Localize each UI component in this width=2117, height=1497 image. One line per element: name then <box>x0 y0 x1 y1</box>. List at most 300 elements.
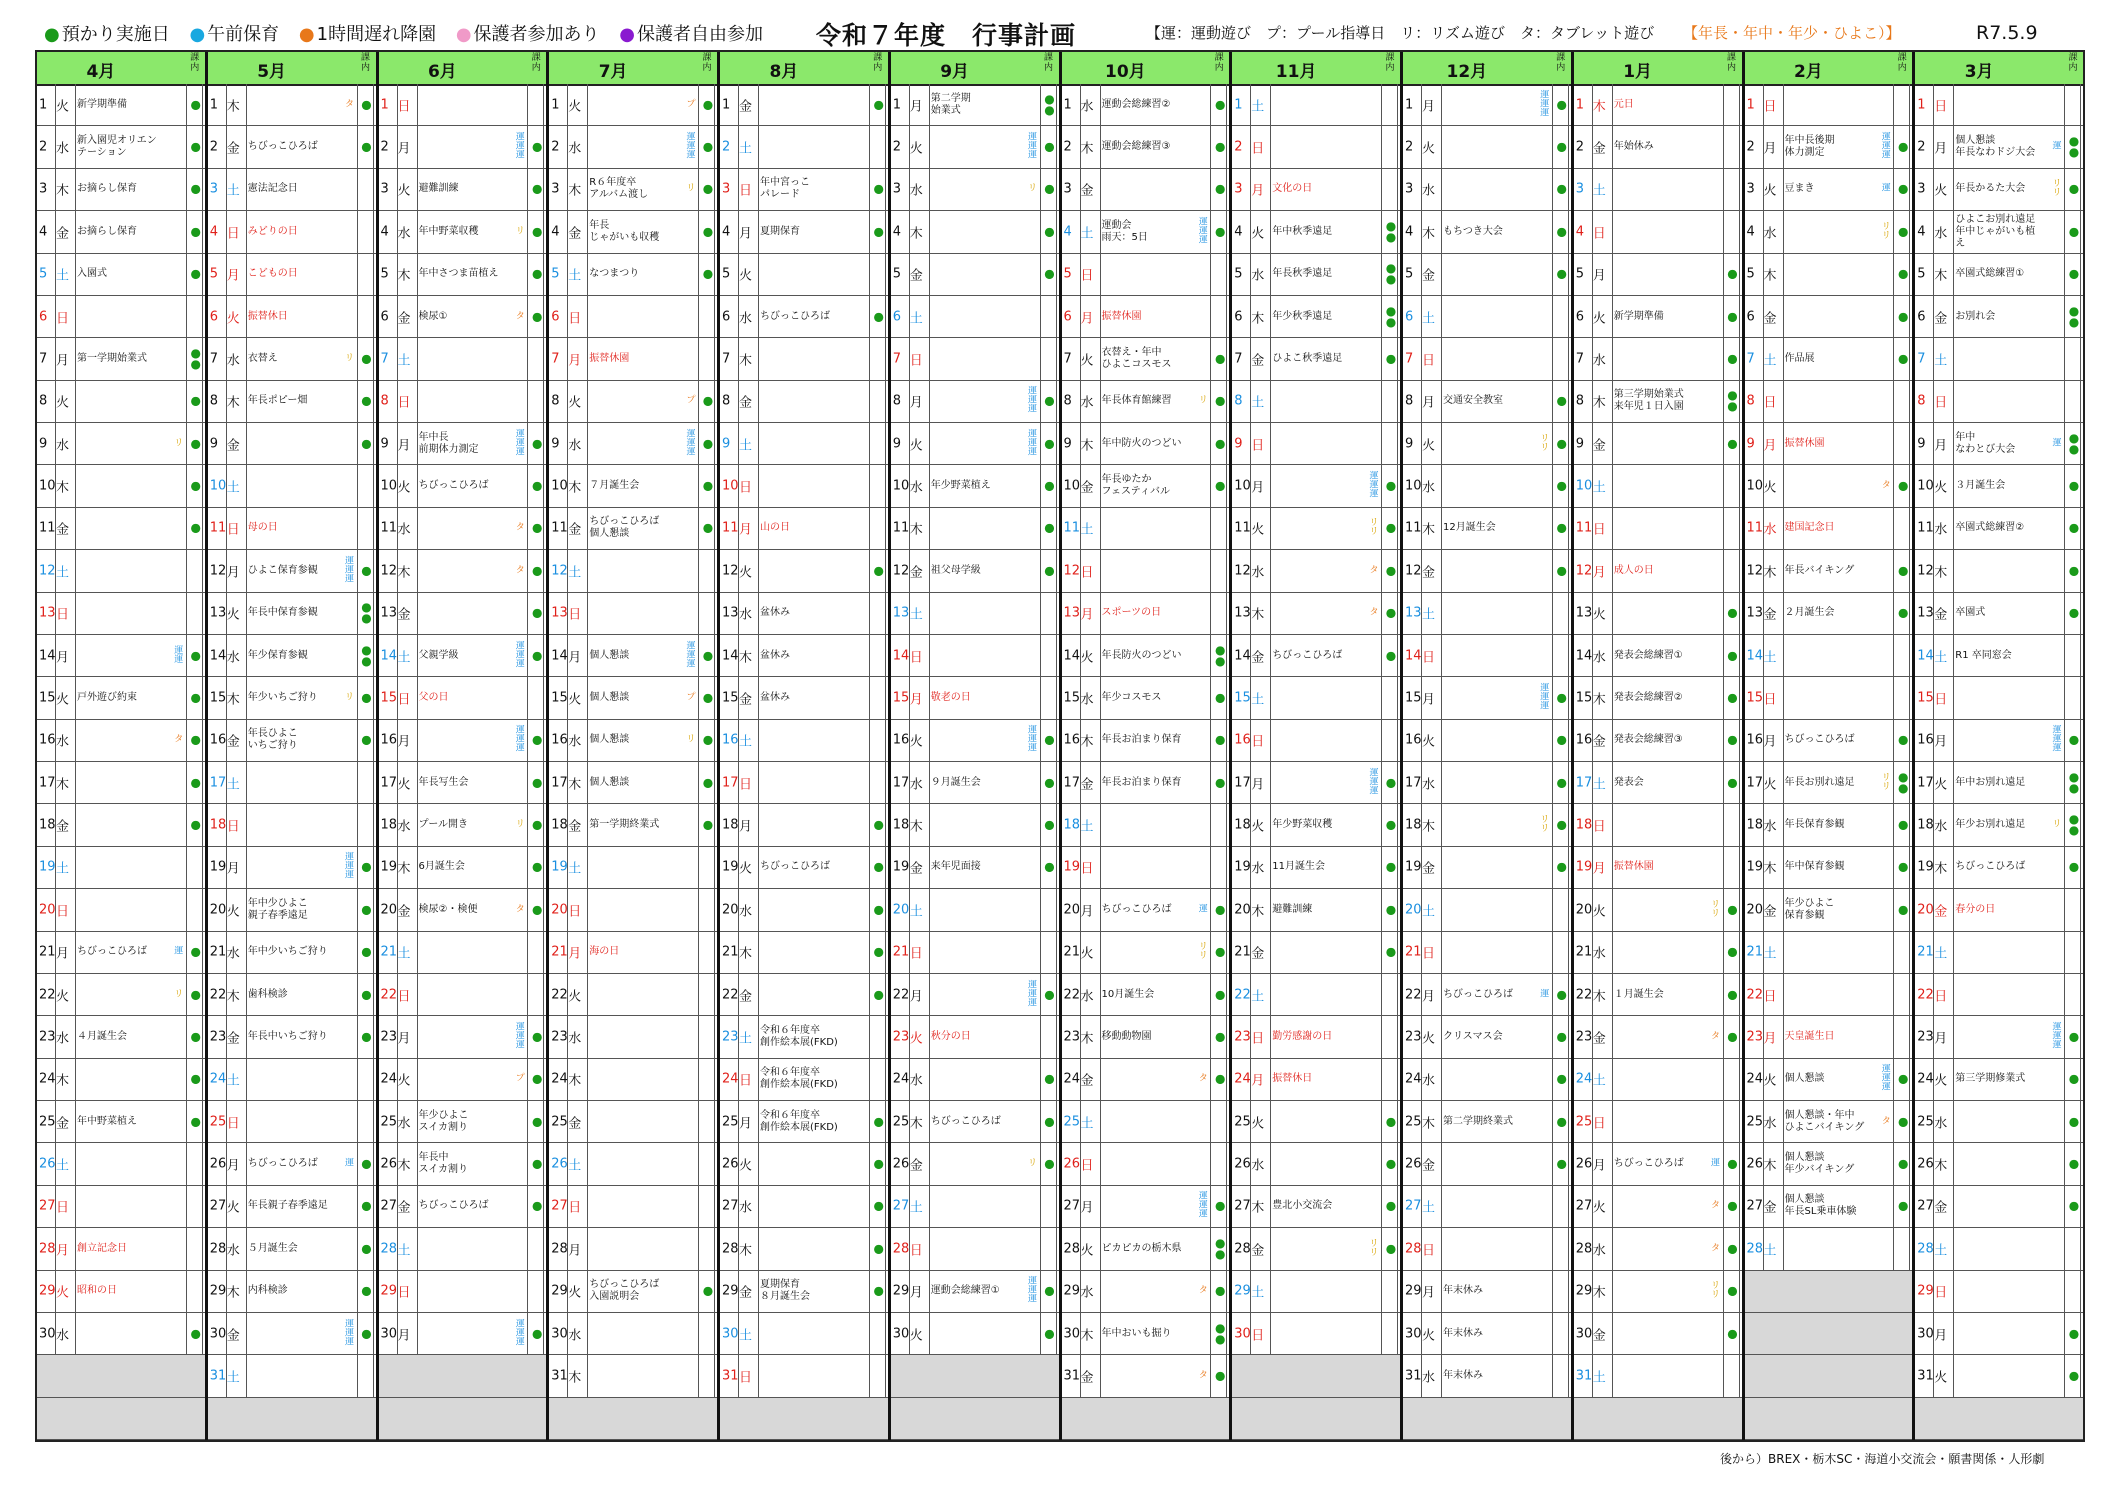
event-text: ちびっこひろば 個人懇談 <box>589 516 660 540</box>
activity-mark: 運 運 運 <box>344 852 354 881</box>
weekday: 土 <box>909 311 923 327</box>
weekday: 木 <box>739 1243 753 1259</box>
status-dot-icon: ● <box>532 605 543 620</box>
weekday: 月 <box>1592 861 1606 877</box>
event-text: ちびっこひろば <box>760 310 830 322</box>
day-row <box>1403 804 1571 846</box>
activity-mark: リ リ <box>1540 433 1550 453</box>
day-row <box>1403 1143 1571 1185</box>
day-number: 21 <box>722 944 739 960</box>
event-text: 年少秋季遠足 <box>1272 310 1333 322</box>
activity-mark: タ <box>1710 1243 1720 1254</box>
day-row <box>1915 974 2083 1016</box>
weekday: 土 <box>1934 353 1948 369</box>
sub-label: 課 内 <box>1897 53 1907 73</box>
day-row <box>379 635 547 677</box>
day-row <box>549 1101 717 1143</box>
day-number: 23 <box>892 1029 910 1045</box>
day-number: 16 <box>722 732 739 748</box>
empty-row <box>208 1398 376 1440</box>
month-header <box>1574 52 1742 86</box>
day-number: 20 <box>722 902 739 918</box>
day-number: 20 <box>1234 902 1251 918</box>
status-dot-icon: ● <box>1385 902 1397 917</box>
status-dot-icon: ● <box>1556 266 1567 281</box>
status-dot-icon: ● <box>873 309 884 324</box>
weekday: 金 <box>739 989 753 1005</box>
weekday: 木 <box>226 692 240 708</box>
weekday: 火 <box>226 1200 240 1216</box>
day-number: 2 <box>380 139 389 155</box>
weekday: 火 <box>226 311 240 327</box>
status-dot-icon: ● <box>1727 436 1738 451</box>
event-text: こどもの日 <box>247 268 298 280</box>
day-row <box>1745 211 1913 253</box>
day-row <box>1232 847 1400 889</box>
event-text: 12月誕生会 <box>1443 522 1496 534</box>
status-dot-icon: ● <box>1556 817 1567 832</box>
weekday: 月 <box>909 395 923 411</box>
day-number: 8 <box>1746 393 1755 409</box>
day-number: 10 <box>209 478 227 494</box>
day-row <box>37 593 205 635</box>
day-number: 22 <box>1063 987 1081 1003</box>
weekday: 日 <box>1763 692 1777 708</box>
status-dot-icon: ● <box>1385 859 1397 874</box>
day-number: 9 <box>722 436 731 452</box>
day-row <box>208 1228 376 1270</box>
day-number: 25 <box>1405 1114 1422 1130</box>
day-row <box>1915 1016 2083 1058</box>
day-number: 22 <box>380 987 398 1003</box>
day-row <box>379 974 547 1016</box>
activity-mark: 運 <box>344 1158 354 1169</box>
weekday: 土 <box>1251 989 1265 1005</box>
activity-mark: タ <box>515 904 525 915</box>
status-dot-icon: ● <box>1727 1198 1738 1213</box>
event-text: 個人懇談 <box>589 734 630 746</box>
weekday: 日 <box>1251 1328 1265 1344</box>
weekday: 金 <box>397 311 411 327</box>
event-text: 卒園式 <box>1955 607 1986 619</box>
day-row <box>37 677 205 719</box>
status-dot-icon: ● <box>190 393 201 408</box>
day-number: 28 <box>1917 1241 1934 1257</box>
day-number: 24 <box>380 1071 398 1087</box>
activity-mark: リ <box>344 692 354 703</box>
day-row <box>720 1186 888 1228</box>
day-row <box>1403 211 1571 253</box>
day-row <box>891 1271 1059 1313</box>
event-text: 年長ゆたか フェスティバル <box>1101 474 1170 498</box>
weekday: 火 <box>56 989 70 1005</box>
day-row <box>720 1228 888 1270</box>
activity-mark: リ <box>174 989 184 1000</box>
weekday: 水 <box>568 1031 582 1047</box>
day-number: 20 <box>39 902 56 918</box>
day-row <box>1745 254 1913 296</box>
month-name: 12月 <box>1446 62 1488 82</box>
status-dot-icon: ● <box>1385 648 1397 663</box>
day-row <box>1574 720 1742 762</box>
event-text: ちびっこひろば <box>760 861 830 873</box>
month-column <box>1062 52 1233 1440</box>
status-dot-icon: ● <box>702 478 714 493</box>
day-number: 13 <box>39 605 56 621</box>
weekday: 火 <box>56 692 70 708</box>
weekday: 木 <box>568 183 582 199</box>
status-dot-icon: ● <box>1556 1114 1567 1129</box>
status-dot-icon: ● <box>190 1326 201 1341</box>
day-number: 9 <box>1405 436 1414 452</box>
day-row <box>37 338 205 380</box>
day-number: 24 <box>892 1071 910 1087</box>
day-number: 14 <box>39 648 56 664</box>
day-number: 19 <box>1234 859 1251 875</box>
day-row <box>1574 677 1742 719</box>
day-number: 12 <box>892 563 910 579</box>
sub-label: 課 内 <box>360 53 370 73</box>
status-dot-icon: ● <box>2068 1198 2080 1213</box>
day-row <box>208 1355 376 1397</box>
day-row <box>208 84 376 126</box>
event-text: 秋分の日 <box>930 1030 971 1042</box>
day-row <box>1915 1059 2083 1101</box>
day-row <box>208 296 376 338</box>
status-dot-icon: ● <box>1898 1156 1909 1171</box>
day-row <box>1574 932 1742 974</box>
day-number: 9 <box>39 436 48 452</box>
day-number: 14 <box>551 648 568 664</box>
weekday: 月 <box>397 141 411 157</box>
event-text: ちびっこひろば <box>247 141 318 153</box>
day-row <box>379 932 547 974</box>
weekday: 月 <box>1592 565 1606 581</box>
weekday: 月 <box>1592 1158 1606 1174</box>
day-number: 8 <box>722 393 731 409</box>
day-number: 20 <box>892 902 910 918</box>
empty-row <box>891 1355 1059 1397</box>
weekday: 木 <box>397 268 411 284</box>
day-row <box>1745 423 1913 465</box>
day-row <box>1745 1016 1913 1058</box>
day-number: 18 <box>380 817 398 833</box>
day-row <box>549 762 717 804</box>
status-dot-icon: ● <box>190 1071 201 1086</box>
weekday: 土 <box>1934 946 1948 962</box>
day-row <box>379 254 547 296</box>
day-row <box>208 762 376 804</box>
status-dot-icon: ● <box>1215 732 1226 747</box>
weekday: 火 <box>1080 1243 1094 1259</box>
month-header <box>720 52 888 86</box>
event-text: スポーツの日 <box>1101 607 1162 619</box>
event-text: 盆休み <box>760 691 790 703</box>
day-number: 11 <box>1746 520 1764 536</box>
day-number: 13 <box>722 605 739 621</box>
event-text: ５月誕生会 <box>247 1242 298 1254</box>
status-dot-icon: ● <box>532 436 543 451</box>
event-text: 憲法記念日 <box>247 183 298 195</box>
event-text: 年中秋季遠足 <box>1272 225 1333 237</box>
day-number: 20 <box>1405 902 1422 918</box>
day-row <box>549 550 717 592</box>
day-row <box>720 804 888 846</box>
activity-mark: 運 運 運 <box>686 641 696 670</box>
day-number: 25 <box>1063 1114 1081 1130</box>
day-number: 6 <box>551 309 560 325</box>
day-row <box>1915 1186 2083 1228</box>
day-row <box>1915 1228 2083 1270</box>
weekday: 月 <box>909 99 923 115</box>
day-row <box>549 1143 717 1185</box>
status-dot-icon: ● <box>1044 987 1055 1002</box>
day-number: 18 <box>1917 817 1934 833</box>
day-row <box>891 254 1059 296</box>
day-number: 2 <box>39 139 48 155</box>
day-row <box>208 847 376 889</box>
event-text: 個人懇談 <box>589 776 630 788</box>
day-number: 24 <box>1405 1071 1422 1087</box>
weekday: 金 <box>1422 268 1436 284</box>
day-row <box>1574 381 1742 423</box>
day-row <box>1745 847 1913 889</box>
day-row <box>1232 762 1400 804</box>
day-row <box>1232 932 1400 974</box>
event-text: 成人の日 <box>1613 564 1654 576</box>
day-number: 22 <box>551 987 568 1003</box>
day-number: 21 <box>892 944 910 960</box>
day-number: 10 <box>551 478 568 494</box>
day-number: 22 <box>1917 987 1934 1003</box>
day-row <box>549 423 717 465</box>
event-text: 年長体育館練習 <box>1101 395 1172 407</box>
weekday: 木 <box>739 650 753 666</box>
weekday: 水 <box>1251 861 1265 877</box>
status-dot-icon: ● <box>2068 1326 2080 1341</box>
event-text: 検尿②・検便 <box>418 903 478 915</box>
weekday: 金 <box>1251 353 1265 369</box>
status-dot-icon: ● <box>1898 309 1909 324</box>
day-number: 16 <box>1405 732 1422 748</box>
day-number: 28 <box>39 1241 56 1257</box>
day-row <box>1574 635 1742 677</box>
event-text: 個人懇談・年中 ひよこバイキング <box>1784 1109 1865 1133</box>
day-row <box>1574 1228 1742 1270</box>
weekday: 日 <box>568 904 582 920</box>
event-text: 敬老の日 <box>930 691 971 703</box>
weekday: 土 <box>1422 904 1436 920</box>
day-row <box>720 296 888 338</box>
weekday: 日 <box>56 607 70 623</box>
status-dot-icon: ● <box>1044 775 1055 790</box>
activity-mark: リ <box>1027 1158 1037 1169</box>
day-number: 16 <box>551 732 568 748</box>
month-column <box>720 52 891 1440</box>
status-dot-icon: ● <box>190 520 201 535</box>
legend <box>44 20 777 46</box>
status-dot-icon: ● <box>1727 605 1738 620</box>
month-column <box>208 52 379 1440</box>
empty-row <box>1915 1398 2083 1440</box>
day-row <box>1403 296 1571 338</box>
status-dot-icon: ● <box>1044 1114 1055 1129</box>
weekday: 木 <box>1934 861 1948 877</box>
day-row <box>1232 465 1400 507</box>
empty-row <box>1403 1398 1571 1440</box>
event-text: 個人懇談 年少バイキング <box>1784 1152 1855 1176</box>
weekday: 火 <box>1763 777 1777 793</box>
day-row <box>891 550 1059 592</box>
weekday: 金 <box>568 226 582 242</box>
day-row <box>208 1101 376 1143</box>
status-dot-icon: ● <box>1044 817 1055 832</box>
empty-row <box>379 1355 547 1397</box>
weekday: 水 <box>1251 565 1265 581</box>
day-number: 14 <box>892 648 910 664</box>
empty-row <box>1574 1398 1742 1440</box>
weekday: 月 <box>1763 1031 1777 1047</box>
day-row <box>1062 1101 1230 1143</box>
month-name: 4月 <box>86 62 116 82</box>
day-row <box>1574 974 1742 1016</box>
day-row <box>1403 550 1571 592</box>
month-column <box>1915 52 2083 1440</box>
event-text: 運動会総練習② <box>1101 98 1171 110</box>
day-number: 25 <box>209 1114 227 1130</box>
day-number: 30 <box>551 1326 568 1342</box>
weekday: 火 <box>1934 1073 1948 1089</box>
day-row <box>1915 211 2083 253</box>
day-number: 3 <box>1575 181 1585 197</box>
weekday: 金 <box>1934 904 1948 920</box>
event-text: 発表会 <box>1613 776 1644 788</box>
day-row <box>208 465 376 507</box>
event-text: 年少野菜植え <box>930 480 991 492</box>
status-dot-icon: ● <box>532 266 543 281</box>
event-text: 春分の日 <box>1955 903 1996 915</box>
day-number: 3 <box>380 181 389 197</box>
weekday: 火 <box>397 480 411 496</box>
day-number: 22 <box>1575 987 1593 1003</box>
day-number: 29 <box>1575 1283 1593 1299</box>
status-dot-icon: ● <box>702 817 714 832</box>
day-row <box>1062 1228 1230 1270</box>
status-dot-icon: ● <box>190 648 201 663</box>
status-dot-icon: ● <box>1556 478 1567 493</box>
day-row <box>37 465 205 507</box>
weekday: 金 <box>1251 1243 1265 1259</box>
weekday: 土 <box>226 777 240 793</box>
sub-label: 課 内 <box>1556 53 1566 73</box>
day-row <box>1745 169 1913 211</box>
weekday: 火 <box>739 565 753 581</box>
day-number: 31 <box>209 1368 227 1384</box>
day-row <box>549 677 717 719</box>
status-dot-icon: ● <box>2068 520 2080 535</box>
weekday: 水 <box>739 904 753 920</box>
empty-row <box>37 1398 205 1440</box>
day-number: 19 <box>1575 859 1593 875</box>
day-number: 15 <box>1234 690 1251 706</box>
day-row <box>1745 677 1913 719</box>
day-row <box>549 211 717 253</box>
day-number: 26 <box>1746 1156 1764 1172</box>
day-row <box>1232 126 1400 168</box>
status-dot-icon: ● <box>1898 732 1909 747</box>
weekday: 月 <box>226 268 240 284</box>
status-dot-icon: ● <box>361 1283 372 1298</box>
day-row <box>1915 465 2083 507</box>
day-row <box>208 169 376 211</box>
status-dot-icon: ● <box>190 732 201 747</box>
day-number: 27 <box>722 1198 739 1214</box>
day-number: 9 <box>1917 436 1926 452</box>
day-row <box>891 1059 1059 1101</box>
day-row <box>1062 847 1230 889</box>
weekday: 火 <box>568 989 582 1005</box>
day-row <box>1062 1271 1230 1313</box>
status-dot-icon: ● ● <box>1215 1235 1226 1261</box>
status-dot-icon: ● <box>532 859 543 874</box>
day-number: 17 <box>1405 775 1422 791</box>
status-dot-icon: ● ● <box>1044 91 1055 117</box>
status-dot-icon: ● <box>532 309 543 324</box>
event-text: 年少ひよこ スイカ割り <box>418 1109 469 1133</box>
month-header <box>1745 52 1913 86</box>
weekday: 水 <box>1080 395 1094 411</box>
event-text: ７月誕生会 <box>589 480 640 492</box>
empty-row <box>1232 1398 1400 1440</box>
status-dot-icon: ● <box>1898 1198 1909 1213</box>
weekday: 水 <box>397 1116 411 1132</box>
event-text: 年末休み <box>1443 1369 1483 1381</box>
status-dot-icon: ● <box>190 775 201 790</box>
day-number: 10 <box>892 478 910 494</box>
day-number: 18 <box>1405 817 1422 833</box>
weekday: 金 <box>1080 1073 1094 1089</box>
weekday: 日 <box>1763 99 1777 115</box>
status-dot-icon: ● <box>190 181 201 196</box>
day-number: 6 <box>722 309 731 325</box>
day-row <box>1403 677 1571 719</box>
status-dot-icon: ● ● <box>1215 1320 1226 1346</box>
day-number: 19 <box>551 859 568 875</box>
weekday: 水 <box>568 734 582 750</box>
event-text: お摘らし保育 <box>77 183 137 195</box>
activity-mark: 運 運 運 <box>515 429 525 458</box>
day-row <box>37 1101 205 1143</box>
day-number: 5 <box>1234 266 1243 282</box>
day-row <box>1403 932 1571 974</box>
status-dot-icon: ● <box>1556 436 1567 451</box>
month-header <box>1062 52 1230 86</box>
day-number: 26 <box>1234 1156 1251 1172</box>
day-row <box>1403 254 1571 296</box>
event-text: 年長かるた大会 <box>1955 183 2026 195</box>
status-dot-icon: ● <box>1044 1156 1055 1171</box>
day-row <box>1232 889 1400 931</box>
day-number: 11 <box>1405 520 1422 536</box>
status-dot-icon: ● <box>190 478 201 493</box>
event-text: 年長バイキング <box>1784 564 1855 576</box>
status-dot-icon: ● <box>1044 520 1055 535</box>
event-text: 振替休園 <box>1784 437 1825 449</box>
weekday: 月 <box>1592 268 1606 284</box>
weekday: 月 <box>1080 1200 1094 1216</box>
day-row <box>1745 84 1913 126</box>
day-number: 1 <box>1575 97 1585 113</box>
